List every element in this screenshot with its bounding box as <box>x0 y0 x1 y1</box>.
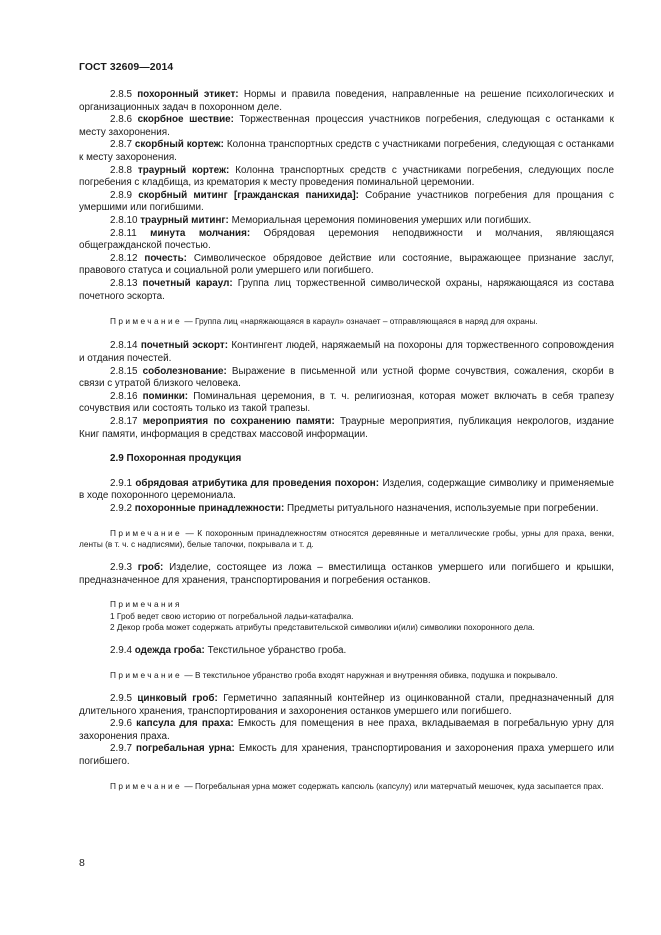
definition-paragraph <box>79 215 614 228</box>
definition-text: Контингент людей, наряжаемый на похороны для торжественного сопровождения и отдания почестей. <box>79 340 614 364</box>
definition-number: 2.8.11 <box>110 227 137 239</box>
note-3-item: 2 Декор гроба может содержать атрибуты представительской символики и(или) символики похоронного дела. <box>110 621 535 632</box>
page-number: 8 <box>79 857 85 869</box>
definition-text: Выражение в письменной или устной форме сочувствия, сожаления, скорби в связи с утратой близкого человека. <box>79 365 614 390</box>
definition-term: соболезнование: <box>142 365 227 377</box>
block6 <box>79 693 614 769</box>
definition-paragraph <box>79 89 614 114</box>
definition-text: Торжественная процессия участников погребения, следующая с останками к месту захоронения. <box>79 114 614 138</box>
definition-term: похоронные принадлежности: <box>134 502 285 514</box>
definition-number: 2.8.9 <box>110 189 132 201</box>
note-4 <box>79 670 614 681</box>
definition-number: 2.8.16 <box>110 390 138 402</box>
definition-paragraph <box>79 416 614 441</box>
block3 <box>79 478 614 516</box>
definition-number: 2.9.2 <box>110 502 132 514</box>
definition-number: 2.8.17 <box>110 415 138 427</box>
definition-term: почетный эскорт: <box>140 340 229 352</box>
definition-term: погребальная урна: <box>135 743 235 755</box>
definition-term: почетный караул: <box>142 277 233 289</box>
definition-text: Группа лиц торжественной символической охраны, наряжающаяся из состава почетного эскорта. <box>79 277 614 302</box>
definition-paragraph <box>79 391 614 416</box>
note-5 <box>79 781 614 792</box>
note-label: Примечание <box>110 527 183 538</box>
definition-number: 2.9.7 <box>110 743 132 755</box>
definition-text: Изделие, состоящее из ложа – вместилища останков умершего или погибшего и крышки, предназначенное для хранения, транспортирования и погребения останков. <box>79 562 615 586</box>
definition-text: Емкость для помещения в нее праха, вкладываемая в погребальную урну для захоронения праха. <box>79 718 614 742</box>
definition-text: Герметично запаянный контейнер из оцинкованной стали, предназначенный для длительного хранения, транспортирования и захоронения останков умершего или погибшего. <box>79 693 614 717</box>
note-text: — К похоронным принадлежностям относятся деревянные и металлические гробы, урны для праха, венки, ленты (в т. ч. с надписями), белые тапочки, покрывала и т. д. <box>79 527 614 549</box>
page-header-standard-code: ГОСТ 32609—2014 <box>79 62 174 73</box>
note-3-label: Примечания <box>110 599 182 610</box>
note-text: — В текстильное убранство гроба входят наружная и внутренняя обивка, подушка и покрывало. <box>182 669 558 680</box>
note-2 <box>79 528 614 551</box>
block4 <box>79 562 614 587</box>
definition-paragraph <box>79 562 614 587</box>
definition-text: Символическое обрядовое действие или состояние, выражающее признание заслуг, правового статуса и социальной роли умершего или погибшего. <box>79 252 615 277</box>
definition-number: 2.9.1 <box>110 477 132 489</box>
definition-number: 2.8.8 <box>110 164 132 176</box>
definition-term: скорбный кортеж: <box>134 139 224 151</box>
definition-term: капсула для праха: <box>136 718 234 730</box>
definition-paragraph <box>79 253 614 278</box>
definition-text: Траурные мероприятия, публикация некрологов, издание Книг памяти, информация в средствах массовой информации. <box>79 415 614 440</box>
definition-paragraph <box>79 114 614 139</box>
definition-term: минута молчания: <box>150 227 251 239</box>
definition-paragraph <box>79 190 614 215</box>
definition-number: 2.9.4 <box>110 645 132 657</box>
definition-number: 2.8.5 <box>110 89 132 100</box>
section-title: 2.9 Похоронная продукция <box>110 453 242 465</box>
definition-number: 2.8.10 <box>110 214 138 226</box>
definition-text: Обрядовая церемония неподвижности и молчания, являющаяся общегражданской почестью. <box>79 227 615 252</box>
definition-paragraph <box>79 139 614 164</box>
definition-term: обрядовая атрибутика для проведения похорон: <box>135 477 380 489</box>
definition-term: траурный кортеж: <box>137 164 230 176</box>
definition-number: 2.8.13 <box>110 277 138 289</box>
definition-text: Собрание участников погребения для прощания с умершими или погибшими. <box>79 189 614 214</box>
definition-text: Предметы ритуального назначения, используемые при погребении. <box>287 502 599 514</box>
definition-paragraph <box>79 228 614 253</box>
definition-paragraph <box>79 693 614 718</box>
definition-text: Поминальная церемония, в т. ч. религиозная, которая может включать в себя трапезу сочувствия или состоять только из такой трапезы. <box>79 390 614 415</box>
definition-number: 2.8.15 <box>110 365 138 377</box>
definition-paragraph <box>79 503 614 516</box>
block2 <box>79 340 614 441</box>
definition-paragraph <box>79 340 614 365</box>
definition-number: 2.8.6 <box>110 114 132 126</box>
definition-text: Колонна транспортных средств с участниками погребения, следующая с останками к месту захоронения. <box>79 139 614 163</box>
definition-text: Емкость для хранения, транспортирования и захоронения праха умершего или погибшего. <box>79 743 614 768</box>
definition-text: Изделия, содержащие символику и применяемые в ходе похоронного церемониала. <box>79 477 614 502</box>
note-1 <box>79 316 614 327</box>
definition-text: Текстильное убранство гроба. <box>207 645 347 657</box>
definition-number: 2.9.5 <box>110 693 132 705</box>
definition-term: гроб: <box>137 562 164 574</box>
definition-paragraph <box>79 743 614 768</box>
definition-term: скорбное шествие: <box>137 114 234 126</box>
definition-number: 2.8.7 <box>110 139 132 151</box>
block1 <box>79 89 614 303</box>
definition-paragraph <box>79 645 614 658</box>
definition-paragraph <box>79 478 614 503</box>
definition-number: 2.9.3 <box>110 562 132 574</box>
definition-term: похоронный этикет: <box>137 89 239 100</box>
definition-term: скорбный митинг [гражданская панихида]: <box>138 189 359 201</box>
block5 <box>79 645 614 658</box>
definition-paragraph <box>79 718 614 743</box>
page-content <box>79 89 614 792</box>
definition-paragraph <box>79 366 614 391</box>
note-text: — Группа лиц «наряжающаяся в караул» означает – отправляющаяся в наряд для охраны. <box>182 316 538 327</box>
definition-term: поминки: <box>142 390 189 402</box>
definition-term: цинковый гроб: <box>137 693 218 705</box>
note-text: — Погребальная урна может содержать капсюль (капсулу) или матерчатый мешочек, куда засыпается прах. <box>182 780 604 791</box>
definition-paragraph <box>79 278 614 303</box>
definition-term: траурный митинг: <box>140 214 229 226</box>
definition-term: мероприятия по сохранению памяти: <box>142 415 335 427</box>
definition-paragraph <box>79 165 614 190</box>
definition-term: одежда гроба: <box>134 645 205 657</box>
note-label: Примечание <box>110 780 183 791</box>
definition-number: 2.8.14 <box>110 340 138 352</box>
note-label: Примечание <box>110 669 183 680</box>
definition-text: Мемориальная церемония поминовения умерших или погибших. <box>231 214 532 226</box>
definition-text: Нормы и правила поведения, направленные на решение психологических и организационных задач в похоронном деле. <box>79 89 615 113</box>
definition-text: Колонна транспортных средств с участниками погребения, следующих после погребения с кладбища, из крематория к месту проведения поминальной церемонии. <box>79 164 614 189</box>
note-label: Примечание <box>110 316 183 327</box>
definition-number: 2.9.6 <box>110 718 132 730</box>
note-3-item: 1 Гроб ведет свою историю от погребальной ладьи-катафалка. <box>110 610 354 621</box>
definition-term: почесть: <box>144 252 187 264</box>
definition-number: 2.8.12 <box>110 252 138 264</box>
